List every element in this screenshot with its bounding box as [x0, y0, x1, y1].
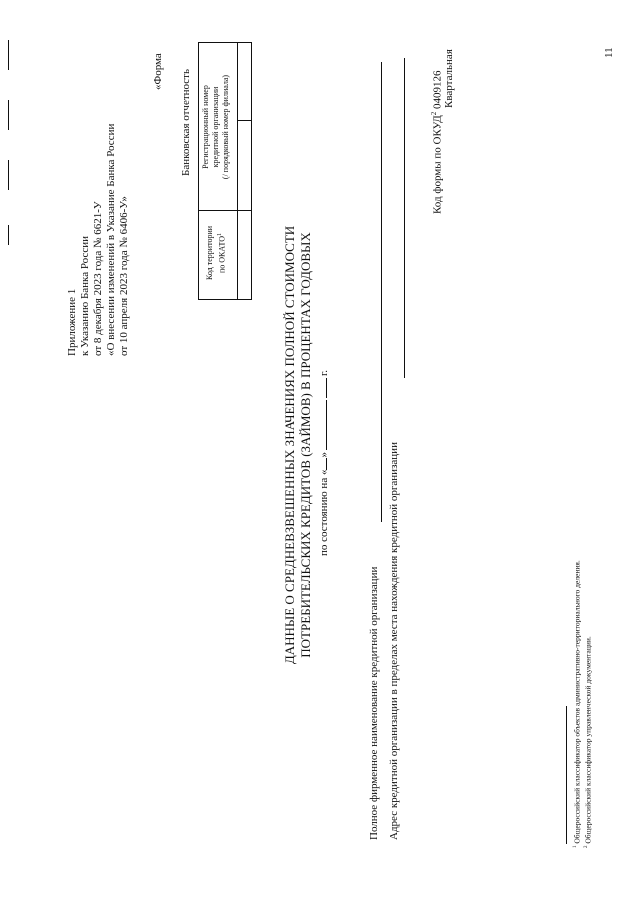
footnote-number: 2: [584, 845, 589, 848]
footnote-1: [571, 560, 582, 848]
footnote-separator: [566, 706, 567, 844]
appendix-line: от 10 апреля 2023 года № 6406-У»: [118, 196, 130, 356]
table-col-divider: [198, 210, 252, 211]
form-code-value: 0409126: [431, 70, 444, 109]
month-blank: [326, 400, 327, 450]
reg-number-header: [201, 52, 231, 202]
document-title: [282, 225, 314, 665]
scan-artifact-line: [8, 225, 9, 245]
okato-header-line: Код территории: [205, 225, 214, 281]
table-col-divider: [237, 120, 252, 121]
appendix-line: к Указанию Банка России: [79, 236, 91, 356]
footnote-ref: 2: [430, 111, 438, 116]
page-number: 11: [603, 47, 615, 58]
scan-artifact-line: [8, 160, 9, 190]
period-label: Квартальная: [443, 49, 455, 108]
okato-header-text: по ОКАТО: [217, 235, 227, 274]
footnote-text: Общероссийский классификатор управленческой документации.: [583, 636, 593, 844]
footnote-2: [582, 636, 593, 848]
bank-reporting-label: Банковская отчетность: [180, 68, 192, 176]
as-of-prefix: по состоянию на «: [318, 469, 330, 556]
table-row-divider: [237, 42, 238, 300]
reg-number-header-line: (/ порядковый номер филиала): [221, 74, 230, 180]
org-address-fill-line: [404, 58, 405, 378]
okato-header-line: [215, 218, 228, 288]
org-name-fill-line: [381, 62, 382, 522]
footnote-text: Общероссийский классификатор объектов административно-территориального деления.: [572, 560, 582, 844]
org-name-label: Полное фирменное наименование кредитной организации: [368, 566, 380, 840]
as-of-mid: »: [318, 452, 330, 458]
appendix-block: [66, 124, 131, 356]
org-address-label: Адрес кредитной организации в пределах места нахождения кредитной организации: [388, 442, 400, 840]
footnote-number: 1: [573, 845, 578, 848]
title-line: ПОТРЕБИТЕЛЬСКИХ КРЕДИТОВ (ЗАЙМОВ) В ПРОЦЕНТАХ ГОДОВЫХ: [298, 232, 313, 658]
appendix-line: от 8 декабря 2023 года № 6621-У: [92, 201, 104, 356]
scan-artifact-line: [8, 100, 9, 130]
title-line: ДАННЫЕ О СРЕДНЕВЗВЕШЕННЫХ ЗНАЧЕНИЯХ ПОЛНОЙ СТОИМОСТИ: [282, 225, 297, 665]
day-blank: [326, 458, 327, 470]
footnote-ref: 1: [217, 232, 223, 236]
appendix-line: Приложение 1: [66, 288, 78, 356]
as-of-suffix: г.: [318, 370, 330, 377]
form-label: «Форма: [152, 53, 164, 90]
as-of-date: [318, 370, 331, 556]
okato-header: [205, 218, 228, 288]
year-blank: [326, 378, 327, 398]
reg-number-header-line: Регистрационный номер: [201, 85, 210, 169]
form-code-label: Код формы по ОКУД: [431, 115, 444, 214]
appendix-line: «О внесении изменений в Указание Банка России: [105, 123, 117, 356]
scan-artifact-line: [8, 40, 9, 70]
reg-number-header-line: кредитной организации: [211, 86, 220, 168]
